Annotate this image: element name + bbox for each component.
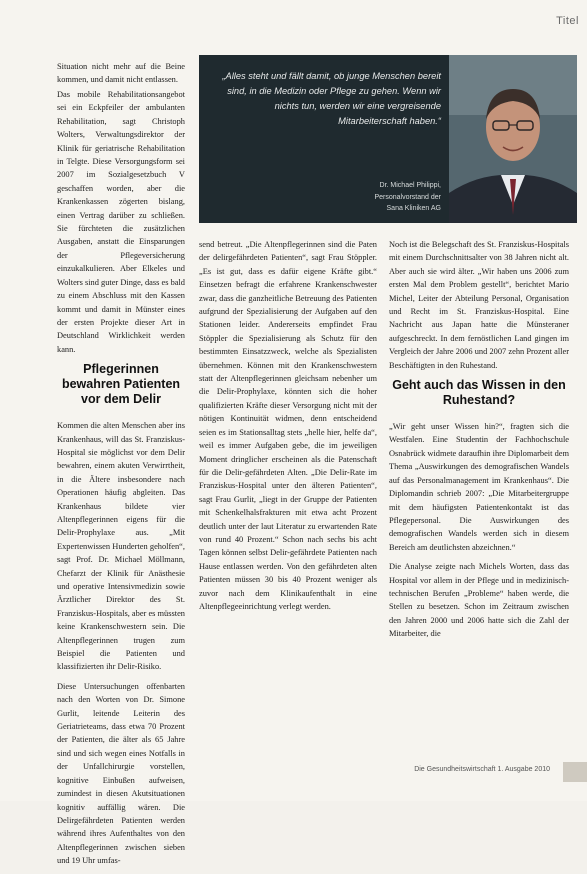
paragraph: Situation nicht mehr auf die Beine kommen, und damit nicht entlassen.	[57, 62, 185, 85]
subheading-ruhestand: Geht auch das Wissen in den Ruhestand?	[392, 378, 566, 408]
paragraph: Noch ist die Belegschaft des St. Franziskus-Hospitals mit einem Durchschnittsalter von 38 Jahren nicht alt. Aber auch sie wird älter. „Wir haben uns 2006 zum ersten Mal dem Problem gestellt“, berichtet Mario Michel, Leiter der Abteilung Personal, Organisation und Recht im St. Franziskus-Hospital. Eine Nachricht aus Japan hatte die Münsteraner aufgeschreckt. In dem fernöstlichen Land gingen im Vergleich der Jahre 2006 und 2007 zehn Prozent aller Beschäftigten in den Ruhestand.	[389, 240, 569, 370]
quote-attribution	[229, 180, 441, 215]
quote-org: Sana Kliniken AG	[386, 205, 441, 212]
quote-role: Personalvorstand der	[374, 193, 441, 201]
column-2	[199, 238, 377, 619]
quote-box	[199, 55, 577, 223]
column-3	[389, 238, 569, 647]
paragraph: Kommen die alten Menschen aber ins Krankenhaus, will das St. Franziskus-Hospital sie möglichst vor dem Delir bewahren, einem akuten Verwirrtheit, in die Ältere insbesondere nach Operationen häufig abgleiten. Das Krankenhaus bildete vier Altenpflegerinnen eigens für die Delir-Prophylaxe aus. „Mit Expertenwissen Hunderten geholfen“, sagt Prof. Dr. Michael Möllmann, Chefarzt der Klinik für Anästhesie und operative Intensivmedizin sowie Ärztlicher Direktor des St. Franziskus-Hospitals, aber es müssten keine Krankenschwestern sein. Die Altenpflegerinnen trugen zum Beispiel die Patienten und klassifizierten ihr Delir-Risiko.	[57, 421, 185, 672]
paragraph: Die Analyse zeigte nach Michels Worten, dass das Hospital vor allem in der Pflege und in medizinisch-technischen Berufen „Probleme“ haben werde, die Stellen zu besetzen. Schon im Zeitraum zwischen den Jahren 2000 und 2006 hatte sich die Zahl der Mitarbeiter, die	[389, 562, 569, 639]
paragraph: send betreut. „Die Altenpflegerinnen sind die Paten der delirgefährdeten Patienten“, sagt Frau Stöppler. „Es ist gut, dass es dafür eigene Kräfte gibt.“ Einsetzen befragt die erfahrene Krankenschwester zwar, dass die ganzheitliche Betreuung des Patienten aufgrund der Spezialisierung der Aufgaben auf den Stationen leider. Andererseits empfindet Frau Stöppler die Spezialisierung als Schutz für den bestimmten Einsatzzweck, welche als Spezialisten übernehmen. Können mit den Krankenschwestern statt der Altenpflegerinnen gleichsam nebenher um die Delir-Prophylaxe, könnten sich die hoher qualifizierten Kräfte dieser Versorgung nicht mit der nötigen Kontinuität widmen, denn entscheidend seien es im Stationsalltag stets „helle hier, helfe da“, weil es immer Aufgaben gebe, die im jeweiligen Moment dringlicher erscheinen als die Patenschaft für die Delir-gefährdeten Alten. „Die Delir-Rate im Franziskus-Hospital unter den älteren Patienten“, sagt Frau Gurlit, „liegt in der Gruppe der Patienten mit Schenkelhalsfrakturen mit etwa acht Prozent deutlich unter der laut Literatur zu erwartenden Rate von rund 40 Prozent.“ Schon nach sechs bis acht Tagen können selbst Delir-gefährdete Patienten nach Hause entlassen werden. Von den gefährdeten alten Patienten müssen 30 bis 40 Prozent weniger als zuvor nach dem Klinikaufenthalt in eine Altenpflegeeinrichtung verlegt werden.	[199, 240, 377, 611]
page-number-tab	[563, 762, 587, 782]
page-footer: Die Gesundheitswirtschaft 1. Ausgabe 2010	[414, 766, 550, 773]
portrait-photo	[449, 55, 577, 223]
pull-quote: „Alles steht und fällt damit, ob junge Menschen bereit sind, in die Medizin oder Pflege zu gehen. Wenn wir nichts tun, werden wir eine vergreisende Mitarbeiterschaft haben.“	[222, 71, 441, 126]
running-head: Titel	[556, 15, 579, 27]
column-1	[57, 88, 185, 874]
subheading-delir: Pflegerinnen bewahren Patienten vor dem Delir	[61, 362, 181, 407]
quote-name: Dr. Michael Philippi,	[379, 182, 441, 189]
paragraph: Das mobile Rehabilitationsangebot sei ein Eckpfeiler der ambulanten Rehabilitation, sagt Christoph Wolters, Verwaltungsdirektor der Klinik für geriatrische Rehabilitation in Telgte. Diese Versorgungsform sei 2007 im Sozialgesetzbuch V geschaffen worden, aber die Krankenkassen zögerten bislang, einen Vertrag darüber zu schließen. Sie fürchteten die zusätzlichen Ausgaben, anstatt die Einsparungen der Pflegeversicherung einzukalkulieren. Aber Elkeles und Wolters sind guter Dinge, dass es bald zu einem Abschluss mit den Kassen kommt und damit in Münster eines der ersten Projekte dieser Art in Deutschland Wirklichkeit werden kann.	[57, 90, 185, 354]
paragraph: „Wir geht unser Wissen hin?“, fragten sich die Westfalen. Eine Studentin der Fachhochschule Osnabrück widmete daraufhin ihre Diplomarbeit dem Thema „Auswirkungen des demografischen Wandels auf das Personalmanagement im Krankenhaus“. Die Diplomandin schrieb 2007: „Die Mitarbeitergruppe mit dem häufigsten Patientenkontakt ist das Pflegepersonal. Die Auswirkungen des demografischen Wandels werden sich in diesem Bereich am deutlichsten abzeichnen.“	[389, 422, 569, 552]
paragraph: Diese Untersuchungen offenbarten nach den Worten von Dr. Simone Gurlit, leitende Leiterin des Geriatrieteams, dass etwa 70 Prozent der Patienten, die älter als 65 Jahre sind und sich wegen eines Notfalls in der Unfallchirurgie vorstellen, kognitive Einbußen aufweisen, zumindest in diesen Akutsituationen kognitiv auffällig wären. Die Delirgefährdeten Patienten werden während ihres Aufenthaltes von den Altenpflegerinnen zwischen sieben und 19 Uhr umfas-	[57, 681, 185, 866]
